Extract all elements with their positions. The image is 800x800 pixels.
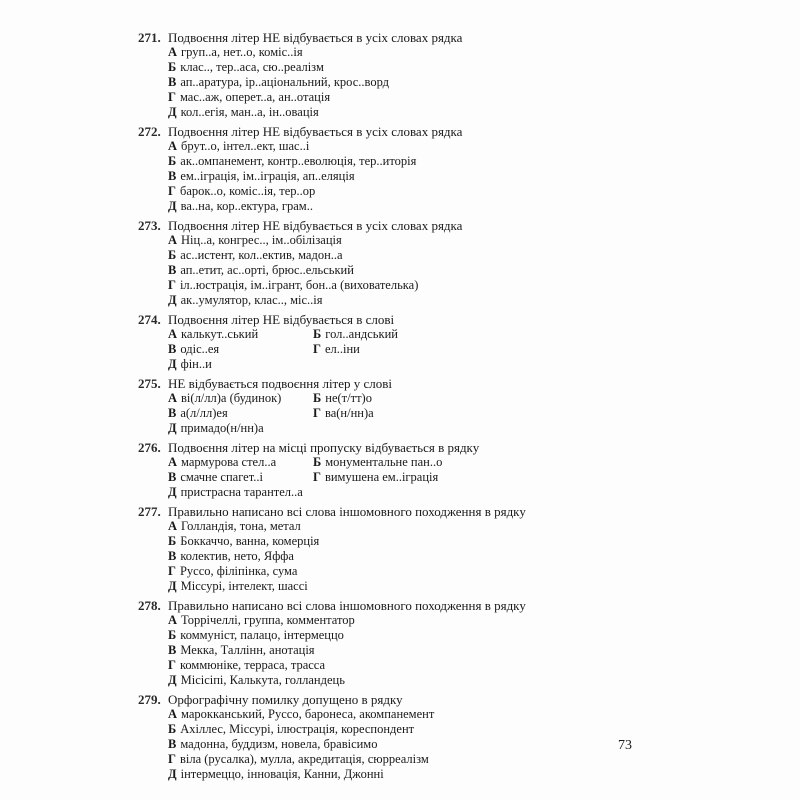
answer-option <box>168 470 313 485</box>
answer-option <box>168 90 658 105</box>
option-letter: Б <box>168 534 177 548</box>
answer-option <box>168 564 658 579</box>
option-text: калькут..ський <box>181 327 259 341</box>
option-text: ак..умулятор, клас.., міс..ія <box>180 293 323 307</box>
answer-options <box>138 233 658 308</box>
option-letter: Г <box>168 658 176 672</box>
answer-option <box>313 327 398 342</box>
question-header <box>138 598 658 613</box>
answer-option <box>168 233 658 248</box>
question-number: 273. <box>138 218 161 233</box>
option-text: брут..о, інтел..ект, шас..і <box>181 139 310 153</box>
option-letter: В <box>168 549 177 563</box>
option-text: коммуніст, палацо, інтермеццо <box>180 628 344 642</box>
option-text: Ніц..а, конгрес.., ім..обілізація <box>181 233 342 247</box>
option-letter: Г <box>313 406 321 420</box>
answer-option <box>168 628 658 643</box>
option-letter: А <box>168 391 178 405</box>
answer-option <box>168 737 658 752</box>
option-letter: В <box>168 75 177 89</box>
option-text: Боккаччо, ванна, комерція <box>180 534 320 548</box>
option-letter: Б <box>313 391 322 405</box>
answer-option <box>168 707 658 722</box>
option-letter: А <box>168 455 178 469</box>
page-number: 73 <box>618 738 632 753</box>
question-prompt: Подвоєння літер НЕ відбувається в слові <box>168 312 395 327</box>
question-header <box>138 376 658 391</box>
answer-option <box>168 60 658 75</box>
option-letter: А <box>168 45 178 59</box>
answer-option <box>168 767 658 782</box>
answer-option <box>168 673 658 688</box>
option-letter: Д <box>168 485 177 499</box>
option-text: ел..іни <box>324 342 360 356</box>
question-278 <box>138 598 658 688</box>
option-letter: Г <box>168 564 176 578</box>
option-text: іл..юстрація, ім..ігрант, бон..а (вихователька) <box>179 278 419 292</box>
answer-option <box>313 406 374 421</box>
question-prompt: Правильно написано всі слова іншомовного походження в рядку <box>168 598 526 613</box>
answer-option <box>168 722 658 737</box>
question-273 <box>138 218 658 308</box>
answer-option <box>313 342 360 357</box>
answer-options <box>138 613 658 688</box>
option-letter: Б <box>313 327 322 341</box>
option-letter: Б <box>168 628 177 642</box>
option-text: барок..о, коміс..ія, тер..ор <box>179 184 316 198</box>
option-text: коммюніке, терраса, трасса <box>179 658 326 672</box>
option-letter: Д <box>168 579 177 593</box>
question-header <box>138 218 658 233</box>
answer-row <box>168 406 658 421</box>
option-letter: В <box>168 342 177 356</box>
option-letter: Г <box>168 278 176 292</box>
option-text: віла (русалка), мулла, акредитація, сюрреалізм <box>179 752 429 766</box>
answer-option <box>168 45 658 60</box>
question-276 <box>138 440 658 500</box>
option-text: Руссо, філіпінка, сума <box>179 564 298 578</box>
question-header <box>138 30 658 45</box>
option-letter: А <box>168 519 178 533</box>
option-text: марокканський, Руссо, баронеса, акомпанемент <box>181 707 435 721</box>
question-number: 278. <box>138 598 161 613</box>
question-prompt: Правильно написано всі слова іншомовного походження в рядку <box>168 504 526 519</box>
question-number: 276. <box>138 440 161 455</box>
answer-option <box>168 278 658 293</box>
answer-option <box>168 406 313 421</box>
answer-option <box>313 391 372 406</box>
option-text: Місісіпі, Калькута, голландець <box>180 673 345 687</box>
option-letter: В <box>168 169 177 183</box>
answer-option <box>168 248 658 263</box>
option-letter: Д <box>168 767 177 781</box>
option-text: смачне спагет..і <box>180 470 263 484</box>
option-letter: Г <box>313 342 321 356</box>
answer-options <box>138 455 658 500</box>
option-text: мас..аж, оперет..а, ан..отація <box>179 90 331 104</box>
option-text: монументальне пан..о <box>325 455 443 469</box>
question-prompt: Подвоєння літер НЕ відбувається в усіх словах рядка <box>168 124 463 139</box>
answer-option <box>168 263 658 278</box>
option-letter: А <box>168 707 178 721</box>
option-letter: А <box>168 139 178 153</box>
option-text: одіс..ея <box>180 342 220 356</box>
answer-row <box>168 327 658 342</box>
exercise-list <box>138 30 658 786</box>
option-text: ем..іграція, ім..іграція, ап..еляція <box>180 169 355 183</box>
option-text: ва..на, кор..ектура, грам.. <box>180 199 313 213</box>
option-letter: В <box>168 406 177 420</box>
question-prompt: Подвоєння літер НЕ відбувається в усіх словах рядка <box>168 30 463 45</box>
answer-option <box>168 421 658 436</box>
question-header <box>138 504 658 519</box>
option-letter: Д <box>168 421 177 435</box>
option-text: клас.., тер..аса, сю..реалізм <box>180 60 324 74</box>
option-letter: Б <box>168 248 177 262</box>
option-letter: Д <box>168 673 177 687</box>
option-text: ва(н/нн)а <box>324 406 374 420</box>
option-letter: В <box>168 737 177 751</box>
option-text: примадо(н/нн)а <box>180 421 264 435</box>
answer-option <box>168 391 313 406</box>
answer-option <box>168 327 313 342</box>
option-letter: Б <box>168 154 177 168</box>
option-text: ак..омпанемент, контр..еволюція, тер..иторія <box>180 154 417 168</box>
answer-option <box>168 579 658 594</box>
question-277 <box>138 504 658 594</box>
option-text: колектив, нето, Яффа <box>180 549 294 563</box>
option-letter: А <box>168 327 178 341</box>
answer-option <box>168 75 658 90</box>
option-text: мадонна, буддизм, новела, бравісимо <box>180 737 378 751</box>
option-text: ас..истент, кол..ектив, мадон..а <box>180 248 343 262</box>
option-text: ві(л/лл)а (будинок) <box>181 391 282 405</box>
answer-option <box>168 643 658 658</box>
question-header <box>138 124 658 139</box>
option-letter: Б <box>313 455 322 469</box>
question-header <box>138 692 658 707</box>
question-number: 279. <box>138 692 161 707</box>
option-text: вимушена ем..іграція <box>324 470 439 484</box>
option-letter: Г <box>168 752 176 766</box>
question-header <box>138 312 658 327</box>
option-letter: А <box>168 233 178 247</box>
answer-options <box>138 519 658 594</box>
answer-row <box>168 455 658 470</box>
option-letter: Д <box>168 199 177 213</box>
answer-option <box>168 105 658 120</box>
answer-row <box>168 391 658 406</box>
answer-row <box>168 470 658 485</box>
answer-options <box>138 139 658 214</box>
question-271 <box>138 30 658 120</box>
answer-option <box>168 184 658 199</box>
option-text: Ахіллес, Міссурі, ілюстрація, кореспондент <box>180 722 415 736</box>
answer-option <box>168 357 658 372</box>
answer-option <box>168 199 658 214</box>
option-letter: Б <box>168 722 177 736</box>
option-text: кол..егія, ман..а, ін..овація <box>180 105 319 119</box>
question-prompt: Орфографічну помилку допущено в рядку <box>168 692 403 707</box>
question-number: 274. <box>138 312 161 327</box>
answer-option <box>313 455 442 470</box>
question-prompt: Подвоєння літер на місці пропуску відбувається в рядку <box>168 440 480 455</box>
option-text: ап..аратура, ір..аціональний, крос..ворд <box>180 75 390 89</box>
answer-option <box>168 342 313 357</box>
option-letter: Г <box>168 184 176 198</box>
option-text: пристрасна тарантел..а <box>180 485 303 499</box>
question-number: 277. <box>138 504 161 519</box>
option-letter: Д <box>168 105 177 119</box>
answer-option <box>168 549 658 564</box>
answer-option <box>168 169 658 184</box>
question-header <box>138 440 658 455</box>
answer-option <box>168 613 658 628</box>
answer-option <box>168 519 658 534</box>
option-text: Міссурі, інтелект, шассі <box>180 579 308 593</box>
answer-options <box>138 707 658 782</box>
question-275 <box>138 376 658 436</box>
question-prompt: НЕ відбувається подвоєння літер у слові <box>168 376 393 391</box>
answer-option <box>168 154 658 169</box>
option-text: мармурова стел..а <box>181 455 277 469</box>
option-letter: Д <box>168 293 177 307</box>
option-text: а(л/лл)ея <box>180 406 228 420</box>
answer-option <box>168 293 658 308</box>
option-letter: Б <box>168 60 177 74</box>
answer-option <box>168 752 658 767</box>
question-number: 275. <box>138 376 161 391</box>
option-letter: Д <box>168 357 177 371</box>
answer-option <box>168 534 658 549</box>
question-prompt: Подвоєння літер НЕ відбувається в усіх словах рядка <box>168 218 463 233</box>
option-text: інтермеццо, інновація, Канни, Джонні <box>180 767 384 781</box>
question-274 <box>138 312 658 372</box>
option-letter: В <box>168 470 177 484</box>
question-number: 272. <box>138 124 161 139</box>
question-272 <box>138 124 658 214</box>
question-number: 271. <box>138 30 161 45</box>
answer-options <box>138 327 658 372</box>
answer-options <box>138 391 658 436</box>
answer-option <box>168 455 313 470</box>
option-text: Голландія, тона, метал <box>181 519 301 533</box>
answer-row <box>168 342 658 357</box>
option-letter: Г <box>168 90 176 104</box>
option-text: ап..етит, ас..орті, брюс..ельський <box>180 263 354 277</box>
option-text: фін..и <box>180 357 212 371</box>
answer-option <box>168 658 658 673</box>
option-text: гол..андський <box>325 327 398 341</box>
option-text: груп..а, нет..о, коміс..ія <box>181 45 303 59</box>
option-text: Мекка, Таллінн, анотація <box>180 643 315 657</box>
answer-options <box>138 45 658 120</box>
question-279 <box>138 692 658 782</box>
option-text: Торрічеллі, группа, комментатор <box>181 613 355 627</box>
option-letter: В <box>168 643 177 657</box>
option-letter: А <box>168 613 178 627</box>
answer-option <box>168 485 658 500</box>
option-text: не(т/тт)о <box>325 391 372 405</box>
option-letter: Г <box>313 470 321 484</box>
answer-option <box>168 139 658 154</box>
option-letter: В <box>168 263 177 277</box>
answer-option <box>313 470 438 485</box>
